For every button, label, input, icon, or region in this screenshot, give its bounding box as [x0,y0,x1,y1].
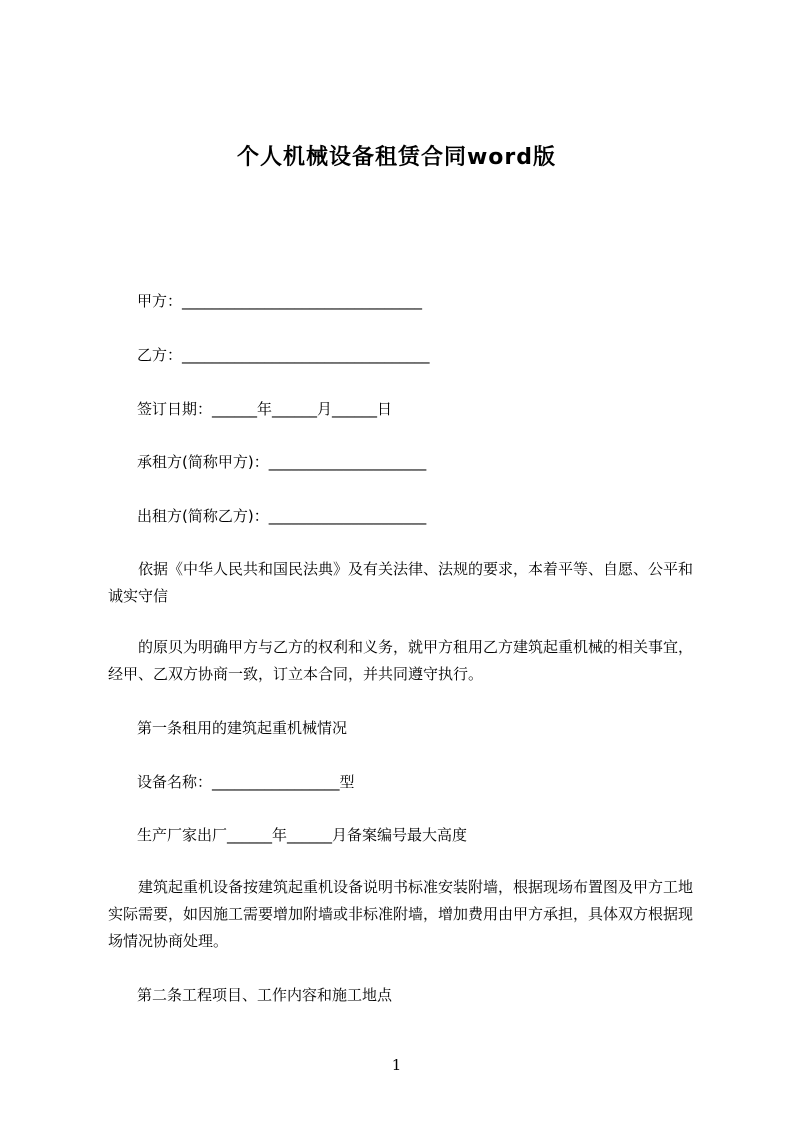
party-b-field: 乙方：_________________________________ [137,346,430,364]
page-number: 1 [391,1056,402,1074]
lessor-field: 出租方(简称乙方)：_____________________ [137,507,427,525]
sign-date-field: 签订日期：______年______月______日 [137,400,393,418]
paragraph-basis-text: 依据《中华人民共和国民法典》及有关法律、法规的要求，本着平等、自愿、公平和诚实守信 [108,560,694,605]
lessee-field: 承租方(简称甲方)：_____________________ [137,453,427,471]
paragraph-purpose [108,634,704,688]
paragraph-installation [108,874,704,955]
paragraph-purpose-text: 的原贝为明确甲方与乙方的权利和义务，就甲方租用乙方建筑起重机械的相关事宜，经甲、乙双方协商一致，订立本合同，并共同遵守执行。 [108,638,694,683]
paragraph-basis [108,556,704,610]
party-a-field: 甲方：________________________________ [137,292,423,310]
document-title: 个人机械设备租赁合同word版 [236,145,557,170]
article-2-heading: 第二条工程项目、工作内容和施工地点 [137,986,393,1004]
paragraph-installation-text: 建筑起重机设备按建筑起重机设备说明书标准安装附墙，根据现场布置图及甲方工地实际需要，如因施工需要增加附墙或非标准附墙，增加费用由甲方承担，具体双方根据现场情况协商处理。 [108,878,694,950]
device-name-field: 设备名称：_________________型 [137,773,355,791]
article-1-heading: 第一条租用的建筑起重机械情况 [137,719,348,737]
manufacturer-field: 生产厂家出厂______年______月备案编号最大高度 [137,826,468,844]
